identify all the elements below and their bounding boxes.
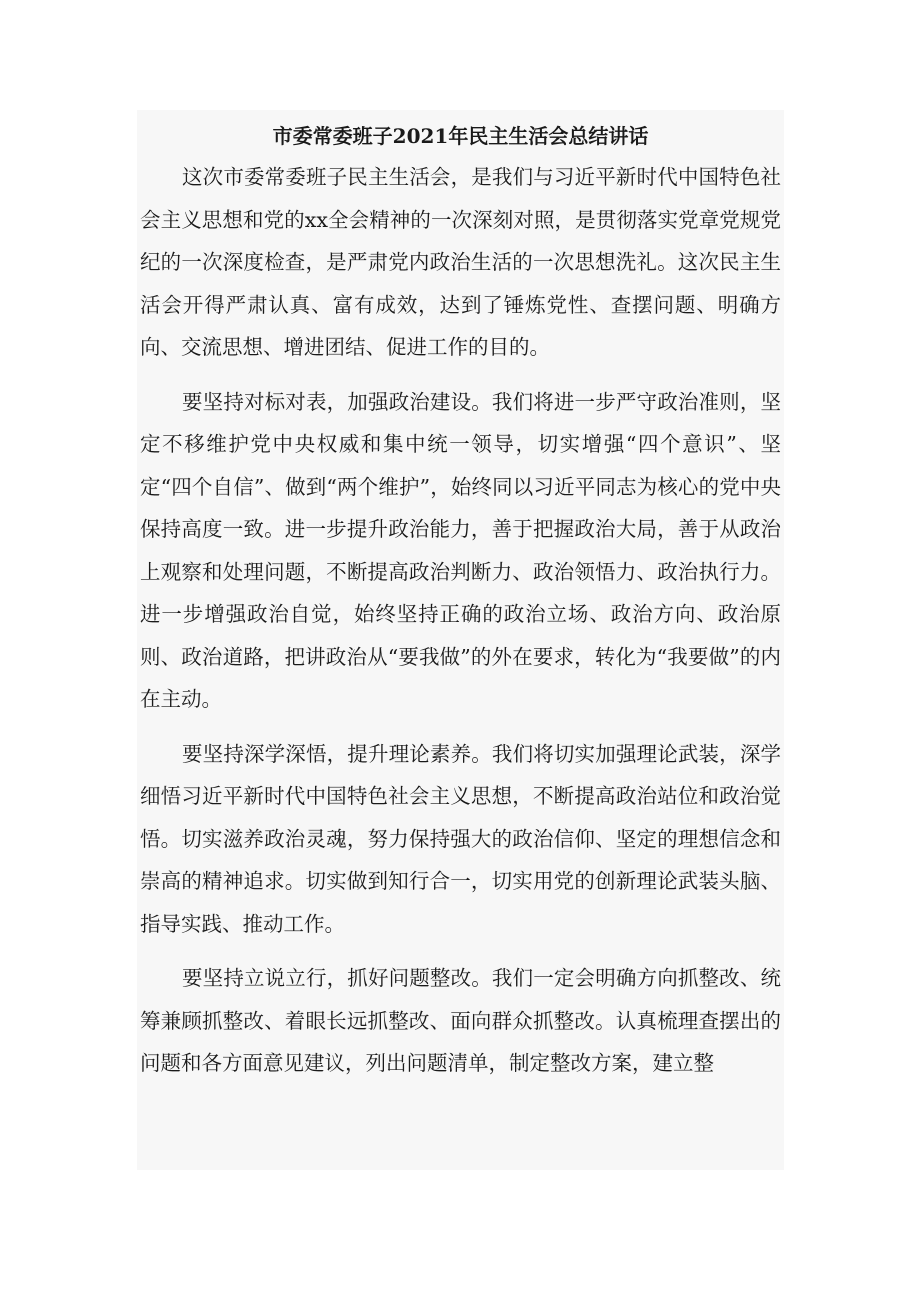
paragraph-political-building: 要坚持对标对表，加强政治建设。我们将进一步严守政治准则，坚定不移维护党中央权威和集中统一领导，切实增强“四个意识”、坚定“四个自信”、做到“两个维护”，始终同以习近平同志为核心的党中央保持高度一致。进一步提升政治能力，善于把握政治大局，善于从政治上观察和处理问题，不断提高政治判断力、政治领悟力、政治执行力。进一步增强政治自觉，始终坚持正确的政治立场、政治方向、政治原则、政治道路，把讲政治从“要我做”的外在要求，转化为“我要做”的内在主动。 bbox=[140, 389, 781, 711]
document-page bbox=[137, 110, 784, 1170]
document-title: 市委常委班子2021年民主生活会总结讲话 bbox=[272, 124, 649, 148]
paragraph-rectification: 要坚持立说立行，抓好问题整改。我们一定会明确方向抓整改、统筹兼顾抓整改、着眼长远抓整改、面向群众抓整改。认真梳理查摆出的问题和各方面意见建议，列出问题清单，制定整改方案，建立整 bbox=[140, 966, 781, 1075]
paragraph-intro: 这次市委常委班子民主生活会，是我们与习近平新时代中国特色社会主义思想和党的xx全会精神的一次深刻对照，是贯彻落实党章党规党纪的一次深度检查，是严肃党内政治生活的一次思想洗礼。这次民主生活会开得严肃认真、富有成效，达到了锤炼党性、查摆问题、明确方向、交流思想、增进团结、促进工作的目的。 bbox=[140, 165, 781, 359]
paragraph-theory-study: 要坚持深学深悟，提升理论素养。我们将切实加强理论武装，深学细悟习近平新时代中国特色社会主义思想，不断提高政治站位和政治觉悟。切实滋养政治灵魂，努力保持强大的政治信仰、坚定的理想信念和崇高的精神追求。切实做到知行合一，切实用党的创新理论武装头脑、指导实践、推动工作。 bbox=[140, 741, 781, 936]
